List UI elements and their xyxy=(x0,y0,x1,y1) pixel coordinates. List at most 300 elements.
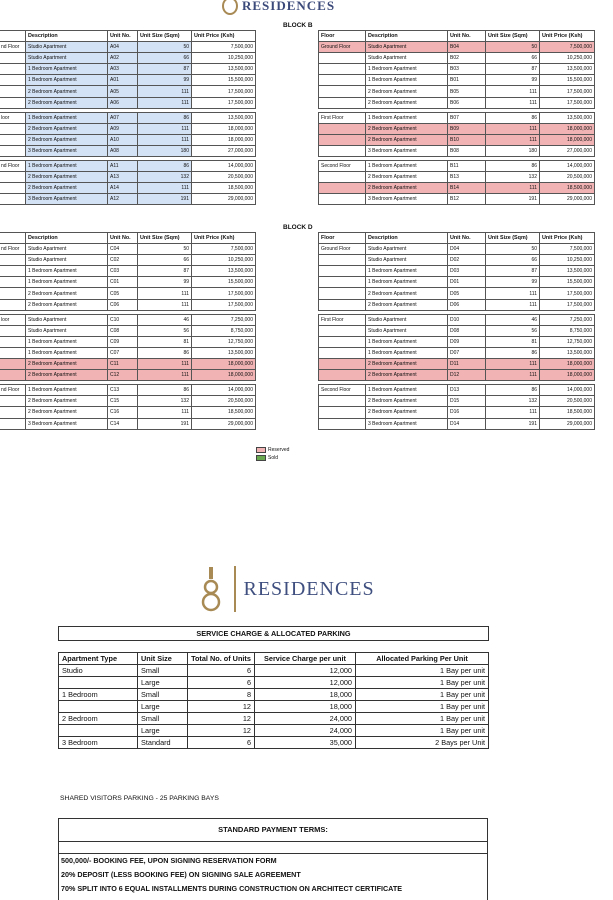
service-charge-cell: 12,000 xyxy=(255,665,356,677)
gap-cell xyxy=(255,641,356,653)
floor-cell xyxy=(319,325,366,336)
unit-price-cell: 20,500,000 xyxy=(192,396,256,407)
unit-no-cell: C01 xyxy=(108,277,138,288)
unit-no-cell: B10 xyxy=(448,134,486,145)
logo-divider xyxy=(234,566,236,612)
unit-size-cell: 87 xyxy=(138,266,192,277)
description-cell: 1 Bedroom Apartment xyxy=(26,266,108,277)
unit-no-cell: C11 xyxy=(108,359,138,370)
unit-no-cell: A02 xyxy=(108,53,138,64)
column-header: Unit No. xyxy=(108,233,138,244)
floor-cell xyxy=(0,407,26,418)
floor-cell xyxy=(319,134,366,145)
unit-no-cell: B05 xyxy=(448,86,486,97)
unit-no-cell: C13 xyxy=(108,385,138,396)
table-row xyxy=(59,677,489,689)
logo-wordmark: RESIDENCES xyxy=(243,577,375,600)
service-charge-cell: 24,000 xyxy=(255,725,356,737)
unit-price-cell: 13,500,000 xyxy=(540,266,595,277)
unit-price-cell: 17,500,000 xyxy=(540,86,595,97)
table-row xyxy=(0,244,256,255)
unit-price-cell: 18,000,000 xyxy=(540,359,595,370)
unit-price-cell: 7,250,000 xyxy=(192,314,256,325)
floor-cell xyxy=(0,64,26,75)
unit-size-cell: Large xyxy=(138,677,188,689)
description-cell: Studio Apartment xyxy=(26,255,108,266)
floor-cell xyxy=(319,123,366,134)
description-cell: 2 Bedroom Apartment xyxy=(366,407,448,418)
description-cell: 3 Bedroom Apartment xyxy=(26,418,108,429)
floor-cell xyxy=(0,97,26,108)
table-row xyxy=(0,161,256,172)
description-cell: 2 Bedroom Apartment xyxy=(366,359,448,370)
unit-price-cell: 8,750,000 xyxy=(192,325,256,336)
table-row xyxy=(0,183,256,194)
unit-price-cell: 10,250,000 xyxy=(540,255,595,266)
table-row xyxy=(0,370,256,381)
unit-price-cell: 18,500,000 xyxy=(192,407,256,418)
description-cell: 1 Bedroom Apartment xyxy=(366,75,448,86)
unit-price-cell: 7,500,000 xyxy=(192,244,256,255)
visitors-parking-note: SHARED VISITORS PARKING - 25 PARKING BAYS xyxy=(60,795,219,802)
floor-cell xyxy=(319,86,366,97)
unit-price-cell: 13,500,000 xyxy=(192,347,256,358)
description-cell: 1 Bedroom Apartment xyxy=(366,347,448,358)
description-cell: 2 Bedroom Apartment xyxy=(366,86,448,97)
parking-cell: 1 Bay per unit xyxy=(356,689,489,701)
unit-price-cell: 15,500,000 xyxy=(192,277,256,288)
description-cell: 1 Bedroom Apartment xyxy=(26,161,108,172)
description-cell: 1 Bedroom Apartment xyxy=(366,112,448,123)
description-cell: 1 Bedroom Apartment xyxy=(26,347,108,358)
description-cell: Studio Apartment xyxy=(366,314,448,325)
unit-no-cell: D05 xyxy=(448,288,486,299)
description-cell: 2 Bedroom Apartment xyxy=(26,134,108,145)
floor-cell: loor xyxy=(0,112,26,123)
unit-price-cell: 27,000,000 xyxy=(540,145,595,156)
unit-price-cell: 18,500,000 xyxy=(540,183,595,194)
description-cell: 2 Bedroom Apartment xyxy=(366,288,448,299)
service-charge-cell: 18,000 xyxy=(255,701,356,713)
table-header-row xyxy=(0,31,256,42)
service-charge-cell: 18,000 xyxy=(255,689,356,701)
floor-cell xyxy=(0,183,26,194)
unit-price-cell: 10,250,000 xyxy=(192,53,256,64)
unit-no-cell: D08 xyxy=(448,325,486,336)
unit-size-cell: 87 xyxy=(138,64,192,75)
unit-price-cell: 29,000,000 xyxy=(192,418,256,429)
floor-header-cell xyxy=(0,233,26,244)
table-title-row xyxy=(59,627,489,641)
floor-cell xyxy=(0,75,26,86)
table-row xyxy=(319,370,595,381)
floor-cell: nd Floor xyxy=(0,385,26,396)
unit-price-cell: 15,500,000 xyxy=(540,277,595,288)
unit-no-cell: A01 xyxy=(108,75,138,86)
unit-price-cell: 15,500,000 xyxy=(540,75,595,86)
floor-cell: nd Floor xyxy=(0,42,26,53)
table-row xyxy=(59,713,489,725)
floor-cell xyxy=(0,172,26,183)
description-cell: 2 Bedroom Apartment xyxy=(366,97,448,108)
description-cell: 3 Bedroom Apartment xyxy=(26,194,108,205)
unit-size-cell: 111 xyxy=(138,288,192,299)
unit-no-cell: C05 xyxy=(108,288,138,299)
unit-price-cell: 14,000,000 xyxy=(540,385,595,396)
unit-price-cell: 7,500,000 xyxy=(192,42,256,53)
description-cell: 1 Bedroom Apartment xyxy=(366,64,448,75)
unit-price-cell: 14,000,000 xyxy=(192,385,256,396)
apartment-type-cell: 3 Bedroom xyxy=(59,737,138,749)
unit-no-cell: A14 xyxy=(108,183,138,194)
unit-no-cell: A06 xyxy=(108,97,138,108)
table-row xyxy=(0,325,256,336)
floor-cell: First Floor xyxy=(319,112,366,123)
floor-cell xyxy=(0,266,26,277)
floor-cell xyxy=(319,359,366,370)
unit-no-cell: C10 xyxy=(108,314,138,325)
floor-cell: loor xyxy=(0,314,26,325)
table-row xyxy=(319,314,595,325)
unit-size-cell: 191 xyxy=(486,418,540,429)
table-row xyxy=(0,255,256,266)
unit-size-cell: 132 xyxy=(486,172,540,183)
unit-no-cell: A13 xyxy=(108,172,138,183)
column-header: Unit Size xyxy=(138,653,188,665)
total-units-cell: 12 xyxy=(188,725,255,737)
table-header-row xyxy=(319,31,595,42)
table-header-row xyxy=(319,233,595,244)
apartment-type-cell: 1 Bedroom xyxy=(59,689,138,701)
table-header-row xyxy=(59,653,489,665)
unit-size-cell: 66 xyxy=(486,53,540,64)
total-units-cell: 8 xyxy=(188,689,255,701)
unit-size-cell: Standard xyxy=(138,737,188,749)
floor-cell xyxy=(0,145,26,156)
description-cell: 2 Bedroom Apartment xyxy=(366,396,448,407)
table-row xyxy=(0,97,256,108)
legend-sold-label: Sold xyxy=(268,455,279,461)
table-row xyxy=(319,418,595,429)
table-row xyxy=(319,112,595,123)
unit-no-cell: B06 xyxy=(448,97,486,108)
floor-cell xyxy=(0,347,26,358)
service-charge-table xyxy=(58,626,489,749)
unit-size-cell: 111 xyxy=(486,134,540,145)
table-row xyxy=(319,244,595,255)
parking-cell: 1 Bay per unit xyxy=(356,713,489,725)
unit-size-cell: 99 xyxy=(138,277,192,288)
unit-price-cell: 13,500,000 xyxy=(540,347,595,358)
payment-terms-title: STANDARD PAYMENT TERMS: xyxy=(218,825,328,834)
table-row xyxy=(0,123,256,134)
table-row xyxy=(319,194,595,205)
reserved-swatch-icon xyxy=(256,447,266,453)
unit-price-cell: 18,500,000 xyxy=(540,407,595,418)
unit-no-cell: B07 xyxy=(448,112,486,123)
table-row xyxy=(319,161,595,172)
unit-size-cell: 111 xyxy=(138,86,192,97)
unit-no-cell: C02 xyxy=(108,255,138,266)
description-cell: 2 Bedroom Apartment xyxy=(366,299,448,310)
table-row xyxy=(0,134,256,145)
unit-no-cell: B13 xyxy=(448,172,486,183)
description-cell: 3 Bedroom Apartment xyxy=(366,145,448,156)
floor-cell xyxy=(319,336,366,347)
column-header: Floor xyxy=(319,31,366,42)
unit-price-cell: 13,500,000 xyxy=(192,112,256,123)
unit-no-cell: A03 xyxy=(108,64,138,75)
unit-size-cell: 50 xyxy=(486,244,540,255)
description-cell: 3 Bedroom Apartment xyxy=(26,145,108,156)
description-cell: 2 Bedroom Apartment xyxy=(26,183,108,194)
block-d-unit-table xyxy=(318,232,595,430)
unit-no-cell: D15 xyxy=(448,396,486,407)
table-row xyxy=(0,418,256,429)
unit-price-cell: 29,000,000 xyxy=(192,194,256,205)
unit-price-cell: 29,000,000 xyxy=(540,418,595,429)
unit-size-cell: 111 xyxy=(486,407,540,418)
description-cell: 2 Bedroom Apartment xyxy=(366,183,448,194)
column-header: Description xyxy=(26,233,108,244)
legend-reserved-label: Reserved xyxy=(268,447,290,453)
table-row xyxy=(0,42,256,53)
column-header: Description xyxy=(366,31,448,42)
unit-size-cell: 66 xyxy=(138,53,192,64)
table-row xyxy=(0,75,256,86)
unit-size-cell: Large xyxy=(138,725,188,737)
unit-price-cell: 18,000,000 xyxy=(192,370,256,381)
service-charge-page xyxy=(0,515,613,900)
description-cell: 1 Bedroom Apartment xyxy=(26,336,108,347)
table-row xyxy=(319,134,595,145)
unit-price-cell: 14,000,000 xyxy=(192,161,256,172)
logo-108-icon xyxy=(196,565,226,613)
table-row xyxy=(0,347,256,358)
payment-term-line: 500,000/- BOOKING FEE, UPON SIGNING RESERVATION FORM xyxy=(61,856,277,865)
unit-no-cell: C07 xyxy=(108,347,138,358)
unit-no-cell: A05 xyxy=(108,86,138,97)
floor-cell xyxy=(319,288,366,299)
unit-no-cell: A10 xyxy=(108,134,138,145)
unit-price-cell: 17,500,000 xyxy=(192,288,256,299)
unit-size-cell: Small xyxy=(138,713,188,725)
unit-size-cell: 50 xyxy=(138,42,192,53)
legend xyxy=(256,446,289,462)
sold-swatch-icon xyxy=(256,455,266,461)
unit-size-cell: 66 xyxy=(138,255,192,266)
column-header: Unit Price (Ksh) xyxy=(192,233,256,244)
column-header: Unit No. xyxy=(448,31,486,42)
unit-no-cell: D14 xyxy=(448,418,486,429)
column-header: Unit No. xyxy=(108,31,138,42)
floor-cell xyxy=(319,97,366,108)
description-cell: 2 Bedroom Apartment xyxy=(26,370,108,381)
table-row xyxy=(59,725,489,737)
apartment-type-cell xyxy=(59,677,138,689)
unit-price-cell: 12,750,000 xyxy=(540,336,595,347)
logo-wordmark: RESIDENCES xyxy=(242,0,336,13)
floor-cell xyxy=(0,86,26,97)
floor-cell xyxy=(0,53,26,64)
table-row xyxy=(59,665,489,677)
unit-price-cell: 27,000,000 xyxy=(192,145,256,156)
unit-price-cell: 18,000,000 xyxy=(192,359,256,370)
floor-cell xyxy=(319,266,366,277)
table-row xyxy=(59,689,489,701)
floor-cell: First Floor xyxy=(319,314,366,325)
parking-cell: 2 Bays per Unit xyxy=(356,737,489,749)
unit-no-cell: B12 xyxy=(448,194,486,205)
table-row xyxy=(0,288,256,299)
unit-price-cell: 13,500,000 xyxy=(192,64,256,75)
gap-cell xyxy=(59,641,138,653)
block-c-unit-table xyxy=(0,232,256,430)
table-row xyxy=(319,385,595,396)
table-row xyxy=(0,86,256,97)
description-cell: 2 Bedroom Apartment xyxy=(26,172,108,183)
unit-size-cell: 86 xyxy=(138,385,192,396)
description-cell: 1 Bedroom Apartment xyxy=(26,112,108,123)
unit-price-cell: 20,500,000 xyxy=(540,396,595,407)
column-header: Unit No. xyxy=(448,233,486,244)
column-header: Floor xyxy=(319,233,366,244)
legend-reserved xyxy=(256,446,289,454)
table-row xyxy=(319,53,595,64)
description-cell: 2 Bedroom Apartment xyxy=(366,172,448,183)
floor-cell: nd Floor xyxy=(0,244,26,255)
floor-cell xyxy=(319,194,366,205)
unit-price-cell: 20,500,000 xyxy=(192,172,256,183)
unit-price-cell: 17,500,000 xyxy=(192,97,256,108)
unit-size-cell: 86 xyxy=(486,161,540,172)
unit-size-cell: 86 xyxy=(486,112,540,123)
unit-size-cell: Large xyxy=(138,701,188,713)
description-cell: 1 Bedroom Apartment xyxy=(26,385,108,396)
unit-no-cell: B08 xyxy=(448,145,486,156)
unit-no-cell: D11 xyxy=(448,359,486,370)
gap-cell xyxy=(188,641,255,653)
unit-no-cell: C14 xyxy=(108,418,138,429)
unit-size-cell: 111 xyxy=(138,123,192,134)
unit-size-cell: 111 xyxy=(486,288,540,299)
unit-size-cell: 111 xyxy=(486,359,540,370)
unit-no-cell: D04 xyxy=(448,244,486,255)
table-row xyxy=(319,64,595,75)
floor-cell xyxy=(0,134,26,145)
table-row xyxy=(319,359,595,370)
table-row xyxy=(59,737,489,749)
description-cell: 1 Bedroom Apartment xyxy=(366,266,448,277)
terms-divider xyxy=(59,853,487,854)
unit-size-cell: 111 xyxy=(486,123,540,134)
description-cell: 2 Bedroom Apartment xyxy=(366,123,448,134)
description-cell: 2 Bedroom Apartment xyxy=(26,396,108,407)
column-header: Description xyxy=(26,31,108,42)
table-row xyxy=(0,266,256,277)
floor-cell xyxy=(319,277,366,288)
table-row xyxy=(319,86,595,97)
unit-price-cell: 18,000,000 xyxy=(540,123,595,134)
unit-no-cell: B11 xyxy=(448,161,486,172)
unit-price-cell: 13,500,000 xyxy=(540,64,595,75)
floor-header-cell xyxy=(0,31,26,42)
unit-price-cell: 8,750,000 xyxy=(540,325,595,336)
table-gap-row xyxy=(59,641,489,653)
unit-size-cell: 111 xyxy=(138,299,192,310)
table-row xyxy=(0,396,256,407)
floor-cell xyxy=(319,299,366,310)
floor-cell: Ground Floor xyxy=(319,244,366,255)
description-cell: 2 Bedroom Apartment xyxy=(26,86,108,97)
floor-cell xyxy=(319,255,366,266)
description-cell: 1 Bedroom Apartment xyxy=(366,385,448,396)
table-row xyxy=(319,266,595,277)
unit-no-cell: D01 xyxy=(448,277,486,288)
unit-price-cell: 15,500,000 xyxy=(192,75,256,86)
residences-logo-top xyxy=(222,0,335,16)
description-cell: 2 Bedroom Apartment xyxy=(366,370,448,381)
unit-size-cell: 111 xyxy=(486,86,540,97)
column-header: Total No. of Units xyxy=(188,653,255,665)
table-row xyxy=(0,336,256,347)
column-header: Unit Price (Ksh) xyxy=(540,233,595,244)
floor-cell xyxy=(319,183,366,194)
unit-size-cell: 86 xyxy=(138,112,192,123)
unit-no-cell: D02 xyxy=(448,255,486,266)
floor-cell xyxy=(0,194,26,205)
unit-size-cell: 191 xyxy=(486,194,540,205)
floor-cell xyxy=(0,123,26,134)
unit-size-cell: 50 xyxy=(486,42,540,53)
unit-no-cell: B02 xyxy=(448,53,486,64)
table-row xyxy=(0,277,256,288)
floor-cell xyxy=(0,396,26,407)
unit-price-cell: 10,250,000 xyxy=(192,255,256,266)
block-a-unit-table xyxy=(0,30,256,205)
unit-size-cell: 81 xyxy=(486,336,540,347)
block-b-unit-table xyxy=(318,30,595,205)
unit-price-cell: 17,500,000 xyxy=(192,86,256,97)
description-cell: Studio Apartment xyxy=(26,42,108,53)
unit-no-cell: B03 xyxy=(448,64,486,75)
description-cell: Studio Apartment xyxy=(26,325,108,336)
unit-size-cell: Small xyxy=(138,689,188,701)
unit-no-cell: C12 xyxy=(108,370,138,381)
description-cell: 1 Bedroom Apartment xyxy=(366,277,448,288)
block-b-label: BLOCK B xyxy=(283,22,313,29)
floor-cell xyxy=(319,407,366,418)
apartment-type-cell: Studio xyxy=(59,665,138,677)
unit-size-cell: 111 xyxy=(486,299,540,310)
table-row xyxy=(0,314,256,325)
unit-size-cell: 87 xyxy=(486,266,540,277)
gap-cell xyxy=(356,641,489,653)
legend-sold xyxy=(256,454,289,462)
table-row xyxy=(319,396,595,407)
unit-size-cell: 99 xyxy=(486,75,540,86)
service-table-title: SERVICE CHARGE & ALLOCATED PARKING xyxy=(59,627,489,641)
floor-cell xyxy=(319,64,366,75)
floor-cell xyxy=(0,359,26,370)
column-header: Service Charge per unit xyxy=(255,653,356,665)
unit-size-cell: 46 xyxy=(486,314,540,325)
table-row xyxy=(0,145,256,156)
unit-no-cell: D12 xyxy=(448,370,486,381)
apartment-type-cell xyxy=(59,701,138,713)
floor-cell: Ground Floor xyxy=(319,42,366,53)
unit-no-cell: B04 xyxy=(448,42,486,53)
